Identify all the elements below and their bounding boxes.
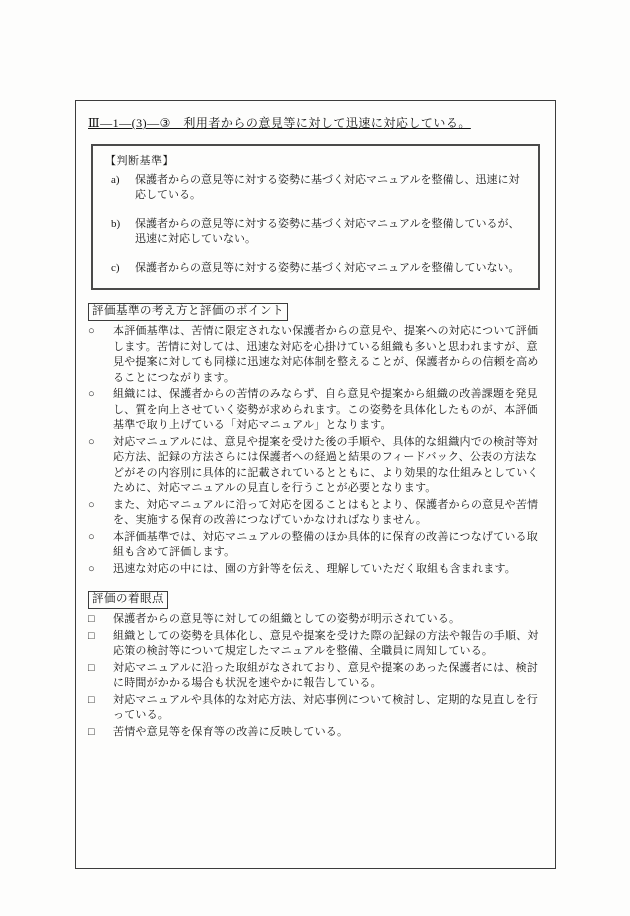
criteria-item-label: a)	[111, 174, 120, 186]
item-text: 迅速な対応の中には、園の方針等を伝え、理解していただく取組も含まれます。	[113, 562, 516, 575]
list-item	[88, 498, 543, 529]
list-item	[88, 661, 543, 692]
circle-bullet-marker: ○	[88, 498, 95, 511]
list-item	[88, 612, 543, 628]
item-text: 対応マニュアルに沿った取組がなされており、意見や提案のあった保護者には、検討に時間がかかる場合も状況を速やかに報告している。	[113, 661, 539, 689]
viewpoints-section-heading: 評価の着眼点	[88, 591, 168, 609]
square-bullet-marker: □	[88, 725, 95, 738]
item-text: また、対応マニュアルに沿って対応を図ることはもとより、保護者からの意見や苦情を、実施する保育の改善につなげていかなければなりません。	[113, 498, 539, 526]
item-text: 苦情や意見等を保育等の改善に反映している。	[113, 725, 349, 738]
item-text: 保護者からの意見等に対しての組織としての姿勢が明示されている。	[113, 613, 461, 625]
criteria-item-c	[111, 261, 528, 276]
criteria-box	[91, 144, 540, 290]
criteria-item-text: 保護者からの意見等に対する姿勢に基づく対応マニュアルを整備していない。	[135, 262, 520, 274]
circle-bullet-marker: ○	[88, 530, 95, 543]
criteria-item-text: 保護者からの意見等に対する姿勢に基づく対応マニュアルを整備しているが、迅速に対応していない。	[135, 218, 520, 245]
square-bullet-marker: □	[88, 629, 95, 642]
item-text: 組織には、保護者からの苦情のみならず、自ら意見や提案から組織の改善課題を発見し、質を向上させていく姿勢が求められます。この姿勢を具体化したものが、本評価基準で取り上げている「対応マニュアル」となります。	[113, 388, 538, 431]
criteria-item-b	[111, 217, 528, 247]
item-text: 本評価基準では、対応マニュアルの整備のほか具体的に保育の改善につなげている取組も含めて評価します。	[113, 530, 538, 558]
item-text: 対応マニュアルや具体的な対応方法、対応事例について検討し、定期的な見直しを行っている。	[113, 693, 538, 721]
list-item	[88, 435, 543, 497]
circle-bullet-marker: ○	[88, 388, 95, 400]
circle-bullet-marker: ○	[88, 325, 95, 337]
list-item	[88, 629, 543, 660]
page-title: Ⅲ―1―(3)―③ 利用者からの意見等に対して迅速に対応している。	[88, 116, 471, 130]
list-item	[88, 725, 543, 741]
item-text: 対応マニュアルには、意見や提案を受けた後の手順や、具体的な組織内での検討等対応方法、記録の方法さらには保護者への経過と結果のフィードバック、公表の方法などがその内容別に具体的に記載されているとともに、より効果的な仕組みとしていくために、対応マニュアルの見直しを行うことが必要となります。	[113, 435, 539, 494]
criteria-item-label: c)	[111, 262, 120, 274]
criteria-item-label: b)	[111, 218, 121, 230]
circle-bullet-marker: ○	[88, 435, 95, 448]
item-text: 組織としての姿勢を具体化し、意見や提案を受けた際の記録の方法や報告の手順、対応策の検討等について規定したマニュアルを整備、全職員に周知している。	[113, 629, 539, 657]
item-text: 本評価基準は、苦情に限定されない保護者からの意見や、提案への対応について評価します。苦情に対しては、迅速な対応を心掛けている組織も多いと思われますが、意見や提案に対しても同様に迅速な対応体制を整えることが、保護者からの信頼を高めることにつながります。	[113, 325, 539, 384]
list-item	[88, 324, 543, 386]
list-item	[88, 530, 543, 561]
points-list	[88, 324, 543, 577]
criteria-heading: 【判断基準】	[105, 155, 174, 167]
points-section-heading: 評価基準の考え方と評価のポイント	[88, 303, 288, 321]
square-bullet-marker: □	[88, 693, 95, 706]
square-bullet-marker: □	[88, 613, 95, 625]
criteria-item-a	[111, 173, 528, 203]
criteria-item-text: 保護者からの意見等に対する姿勢に基づく対応マニュアルを整備し、迅速に対応している。	[135, 174, 520, 201]
square-bullet-marker: □	[88, 661, 95, 674]
list-item	[88, 562, 543, 578]
viewpoints-list	[88, 612, 543, 740]
list-item	[88, 387, 543, 434]
document-sheet	[75, 100, 556, 869]
list-item	[88, 693, 543, 724]
circle-bullet-marker: ○	[88, 562, 95, 575]
